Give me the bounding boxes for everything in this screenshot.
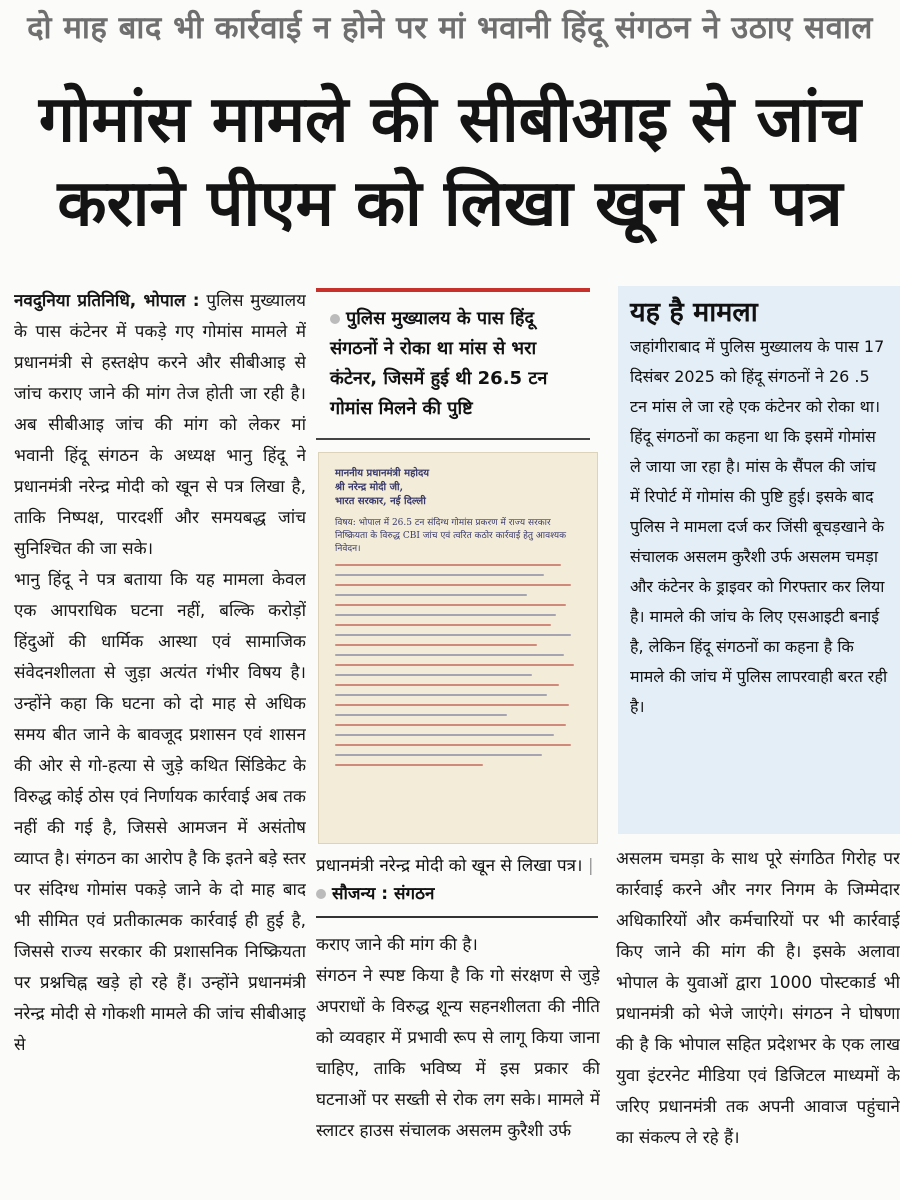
handwriting-line <box>335 714 507 716</box>
caption-separator: | <box>587 856 594 876</box>
handwriting-line <box>335 654 564 656</box>
handwriting-line <box>335 574 544 576</box>
divider <box>316 916 598 918</box>
handwriting-line <box>335 594 527 596</box>
article-paragraph <box>14 286 306 565</box>
caption-text: प्रधानमंत्री नरेन्द्र मोदी को खून से लिखा पत्र। <box>316 856 583 876</box>
info-box <box>618 286 900 834</box>
headline-line-1: गोमांस मामले की सीबीआइ से जांच <box>38 83 862 157</box>
caption-credit: सौजन्य : संगठन <box>332 884 435 904</box>
handwriting-line <box>335 644 537 646</box>
handwriting-line <box>335 604 566 606</box>
article-paragraph: असलम चमड़ा के साथ पूरे संगठित गिरोह पर कार्रवाई करने और नगर निगम के जिम्मेदार अधिकारियों और कर्मचारियों पर भी कार्रवाई किए जाने की मांग की है। इसके अलावा भोपाल के युवाओं द्वारा 1000 पोस्टकार्ड भी प्रधानमंत्री को भेजे जाएंगे। संगठन ने घोषणा की है कि भोपाल सहित प्रदेशभर के एक लाख युवा इंटरनेट मीडिया एवं डिजिटल माध्यमों के जरिए प्रधानमंत्री तक अपनी आवाज पहुंचाने का संकल्प ले रहे हैं। <box>616 849 900 1148</box>
article-paragraph: भानु हिंदू ने पत्र बताया कि यह मामला केवल एक आपराधिक घटना नहीं, बल्कि करोड़ों हिंदुओं की धार्मिक आस्था एवं सामाजिक संवेदनशीलता से जुड़ा अत्यंत गंभीर विषय है। उन्होंने कहा कि घटना को दो माह से अधिक समय बीत जाने के बावजूद प्रशासन एवं शासन की ओर से गो-हत्या से जुड़े कथित सिंडिकेट के विरुद्ध कोई ठोस एवं निर्णायक कार्रवाई अब तक नहीं की गई है, जिससे आमजन में असंतोष व्याप्त है। संगठन का आरोप है कि इतने बड़े स्तर पर संदिग्ध गोमांस पकड़े जाने के दो माह बाद भी सीमित एवं प्रतीकात्मक कार्रवाई ही हुई है, जिससे राज्य सरकार की प्रशासनिक निष्क्रियता पर प्रश्नचिह्न खड़े हो रहे हैं। उन्होंने प्रधानमंत्री नरेन्द्र मोदी से गोकशी मामले की जांच सीबीआइ से <box>14 570 306 1055</box>
handwriting-line <box>335 764 483 766</box>
letter-salutation <box>335 467 581 509</box>
letter-salutation-line: भारत सरकार, नई दिल्ली <box>335 496 426 507</box>
handwriting-line <box>335 614 556 616</box>
article-column-1 <box>14 286 306 1200</box>
handwriting-line <box>335 634 571 636</box>
handwriting-line <box>335 724 566 726</box>
handwriting-line <box>335 734 554 736</box>
blood-letter-image <box>318 452 598 844</box>
lead-text: पुलिस मुख्यालय के पास कंटेनर में पकड़े गए गोमांस मामले में प्रधानमंत्री से हस्तक्षेप करने और सीबीआइ से जांच कराए जाने की मांग तेज होती जा रही है। अब सीबीआइ जांच की मांग को लेकर मां भवानी हिंदू संगठन के अध्यक्ष भानु हिंदू ने प्रधानमंत्री नरेन्द्र मोदी को खून से पत्र लिखा है, ताकि निष्पक्ष, पारदर्शी और समयबद्ध जांच सुनिश्चित की जा सके। <box>14 291 306 559</box>
handwriting-line <box>335 694 547 696</box>
byline: नवदुनिया प्रतिनिधि, भोपाल : <box>14 291 200 311</box>
handwriting-line <box>335 564 561 566</box>
handwriting-line <box>335 754 542 756</box>
handwriting-line <box>335 704 569 706</box>
main-headline <box>0 78 900 246</box>
handwriting-line <box>335 684 559 686</box>
article-paragraph: संगठन ने स्पष्ट किया है कि गो संरक्षण से जुड़े अपराधों के विरुद्ध शून्य सहनशीलता की नीति को व्यवहार में प्रभावी रूप से लागू किया जाना चाहिए, ताकि भविष्य में इस प्रकार की घटनाओं पर सख्ती से रोक लग सके। मामले में स्लाटर हाउस संचालक असलम कुरैशी उर्फ <box>316 966 600 1141</box>
kicker-headline: दो माह बाद भी कार्रवाई न होने पर मां भवानी हिंदू संगठन ने उठाए सवाल <box>27 10 873 46</box>
letter-subject: विषय: भोपाल में 26.5 टन संदिग्ध गोमांस प्रकरण में राज्य सरकार निष्क्रियता के विरुद्ध CBI जांच एवं त्वरित कठोर कार्रवाई हेतु आवश्यक निवेदन। <box>335 518 567 554</box>
handwriting-line <box>335 584 571 586</box>
handwriting-line <box>335 744 571 746</box>
highlight-text: पुलिस मुख्यालय के पास हिंदू संगठनों ने रोका था मांस से भरा कंटेनर, जिसमें हुई थी 26.5 टन गोमांस मिलने की पुष्टि <box>330 308 548 419</box>
article-column-3 <box>616 844 900 1200</box>
photo-caption <box>316 852 598 908</box>
article-column-2 <box>316 930 600 1200</box>
bullet-icon <box>330 314 340 324</box>
highlight-box <box>316 288 590 440</box>
info-box-body: जहांगीराबाद में पुलिस मुख्यालय के पास 17 दिसंबर 2025 को हिंदू संगठनों ने 26 .5 टन मांस ले जा रहे एक कंटेनर को रोका था। हिंदू संगठनों का कहना था कि इसमें गोमांस ले जाया जा रहा है। मांस के सैंपल की जांच में रिपोर्ट में गोमांस की पुष्टि हुई। इसके बाद पुलिस ने मामला दर्ज कर जिंसी बूचड़खाने के संचालक असलम कुरैशी उर्फ असलम चमड़ा और कंटेनर के ड्राइवर को गिरफ्तार कर लिया है। मामले की जांच के लिए एसआइटी बनाई है, लेकिन हिंदू संगठनों का कहना है कि मामले की जांच में पुलिस लापरवाही बरत रही है। <box>630 337 888 716</box>
letter-salutation-line: माननीय प्रधानमंत्री महोदय <box>335 468 430 479</box>
article-paragraph: कराए जाने की मांग की है। <box>316 935 478 955</box>
letter-salutation-line: श्री नरेन्द्र मोदी जी, <box>335 482 404 493</box>
headline-line-2: कराने पीएम को लिखा खून से पत्र <box>57 167 843 241</box>
handwriting-line <box>335 624 551 626</box>
info-box-title: यह है मामला <box>630 297 758 328</box>
handwriting-line <box>335 674 532 676</box>
bullet-icon <box>316 889 326 899</box>
handwriting-line <box>335 664 574 666</box>
